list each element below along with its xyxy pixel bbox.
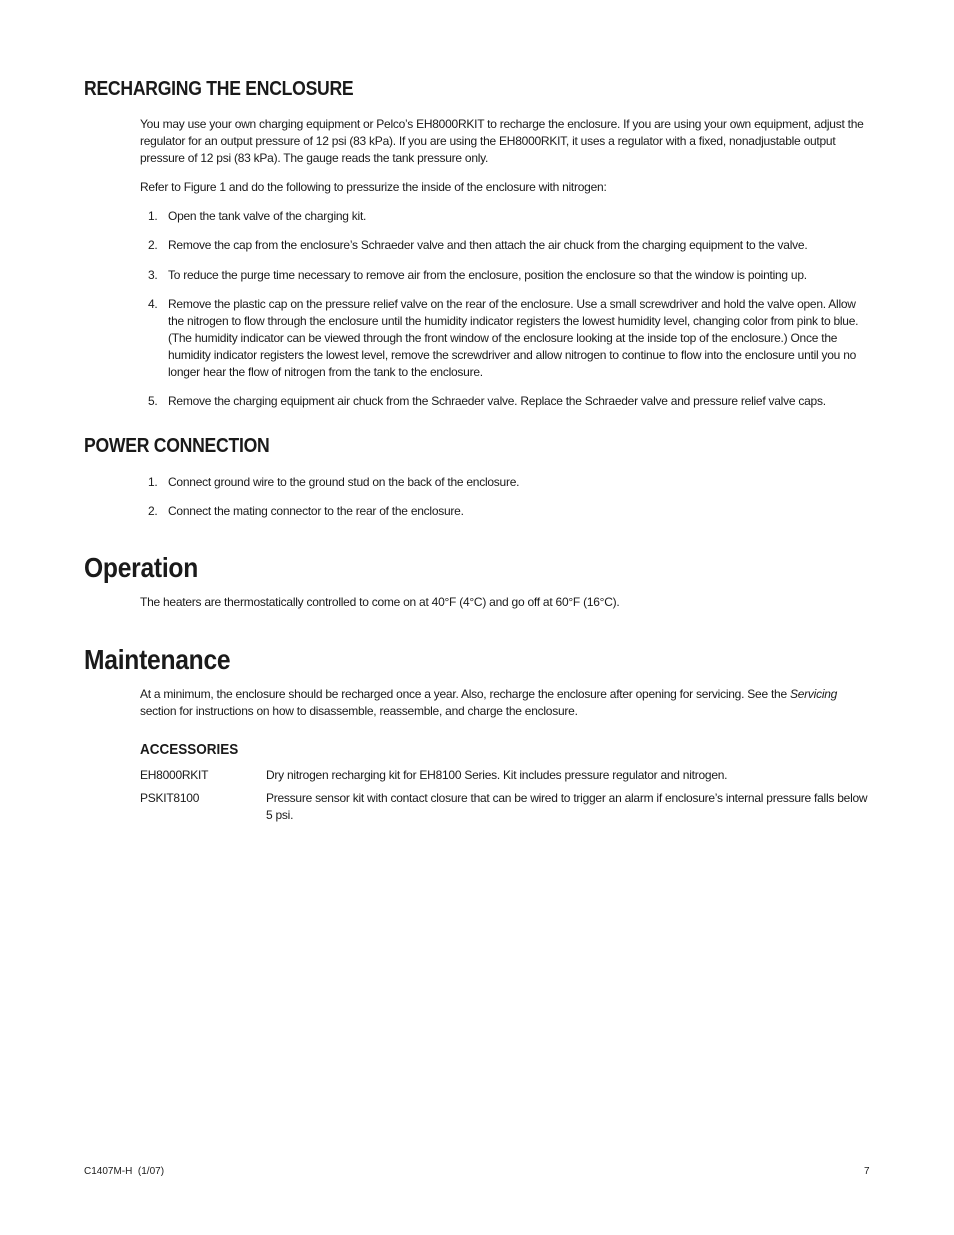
servicing-reference: Servicing — [789, 687, 838, 701]
step-text: Connect the mating connector to the rear of the enclosure. — [168, 504, 464, 518]
recharging-step — [140, 208, 870, 225]
recharging-step — [140, 237, 870, 254]
step-number: 2. — [148, 238, 158, 252]
step-number: 1. — [148, 475, 158, 489]
recharging-step — [140, 393, 870, 410]
recharging-refer-paragraph: Refer to Figure 1 and do the following to pressurize the inside of the enclosure with nitrogen: — [140, 180, 607, 194]
recharging-step — [140, 296, 870, 381]
step-number: 1. — [148, 209, 158, 223]
recharging-step — [140, 267, 870, 284]
step-number: 3. — [148, 268, 158, 282]
step-text: To reduce the purge time necessary to remove air from the enclosure, position the enclosure so that the window is pointing up. — [168, 268, 807, 282]
operation-paragraph: The heaters are thermostatically controlled to come on at 40°F (4°C) and go off at 60°F (16°C). — [140, 595, 620, 609]
maintenance-text-end: section for instructions on how to disassemble, reassemble, and charge the enclosure. — [140, 704, 578, 718]
maintenance-text-start: At a minimum, the enclosure should be recharged once a year. Also, recharge the enclosure after opening for servicing. See the — [140, 687, 790, 701]
document-id: C1407M-H (1/07) — [84, 1166, 165, 1177]
operation-heading: Operation — [84, 552, 199, 583]
step-text: Remove the plastic cap on the pressure relief valve on the rear of the enclosure. Use a small screwdriver and hold the valve open. Allow the nitrogen to flow through the enclosure until the humidity indicator registers the lowest humidity level, changing color from pink to blue. (The humidity indicator can be viewed through the front window of the enclosure looking at the inside top of the enclosure.) Once the humidity indicator registers the lowest level, remove the screwdriver and allow nitrogen to continue to flow into the enclosure until you no longer hear the flow of nitrogen from the tank to the enclosure. — [168, 297, 859, 379]
accessory-code: PSKIT8100 — [140, 791, 200, 805]
step-number: 2. — [148, 504, 158, 518]
step-number: 5. — [148, 394, 158, 408]
accessory-item — [140, 790, 870, 824]
accessories-heading: ACCESSORIES — [140, 741, 239, 758]
recharging-heading: RECHARGING THE ENCLOSURE — [84, 78, 354, 100]
accessory-description: Dry nitrogen recharging kit for EH8100 Series. Kit includes pressure regulator and nitrogen. — [266, 768, 728, 782]
maintenance-paragraph — [140, 686, 870, 720]
step-text: Remove the cap from the enclosure’s Schraeder valve and then attach the air chuck from the charging equipment to the valve. — [168, 238, 808, 252]
power-step — [140, 503, 870, 520]
accessory-item — [140, 767, 870, 784]
power-connection-heading: POWER CONNECTION — [84, 435, 270, 457]
accessory-description: Pressure sensor kit with contact closure that can be wired to trigger an alarm if enclosure’s internal pressure falls below 5 psi. — [266, 791, 868, 822]
power-step — [140, 474, 870, 491]
maintenance-heading: Maintenance — [84, 644, 231, 675]
step-text: Connect ground wire to the ground stud on the back of the enclosure. — [168, 475, 520, 489]
step-text: Open the tank valve of the charging kit. — [168, 209, 367, 223]
accessory-code: EH8000RKIT — [140, 768, 209, 782]
recharging-intro-paragraph: You may use your own charging equipment or Pelco’s EH8000RKIT to recharge the enclosure. If you are using your own equipment, adjust the regulator for an output pressure of 12 psi (83 kPa). If you are using the EH8000RKIT, it uses a regulator with a fixed, nonadjustable output pressure of 12 psi (83 kPa). The gauge reads the tank pressure only. — [140, 117, 864, 165]
step-text: Remove the charging equipment air chuck from the Schraeder valve. Replace the Schraeder valve and pressure relief valve caps. — [168, 394, 826, 408]
page-number: 7 — [864, 1166, 870, 1177]
step-number: 4. — [148, 297, 158, 311]
